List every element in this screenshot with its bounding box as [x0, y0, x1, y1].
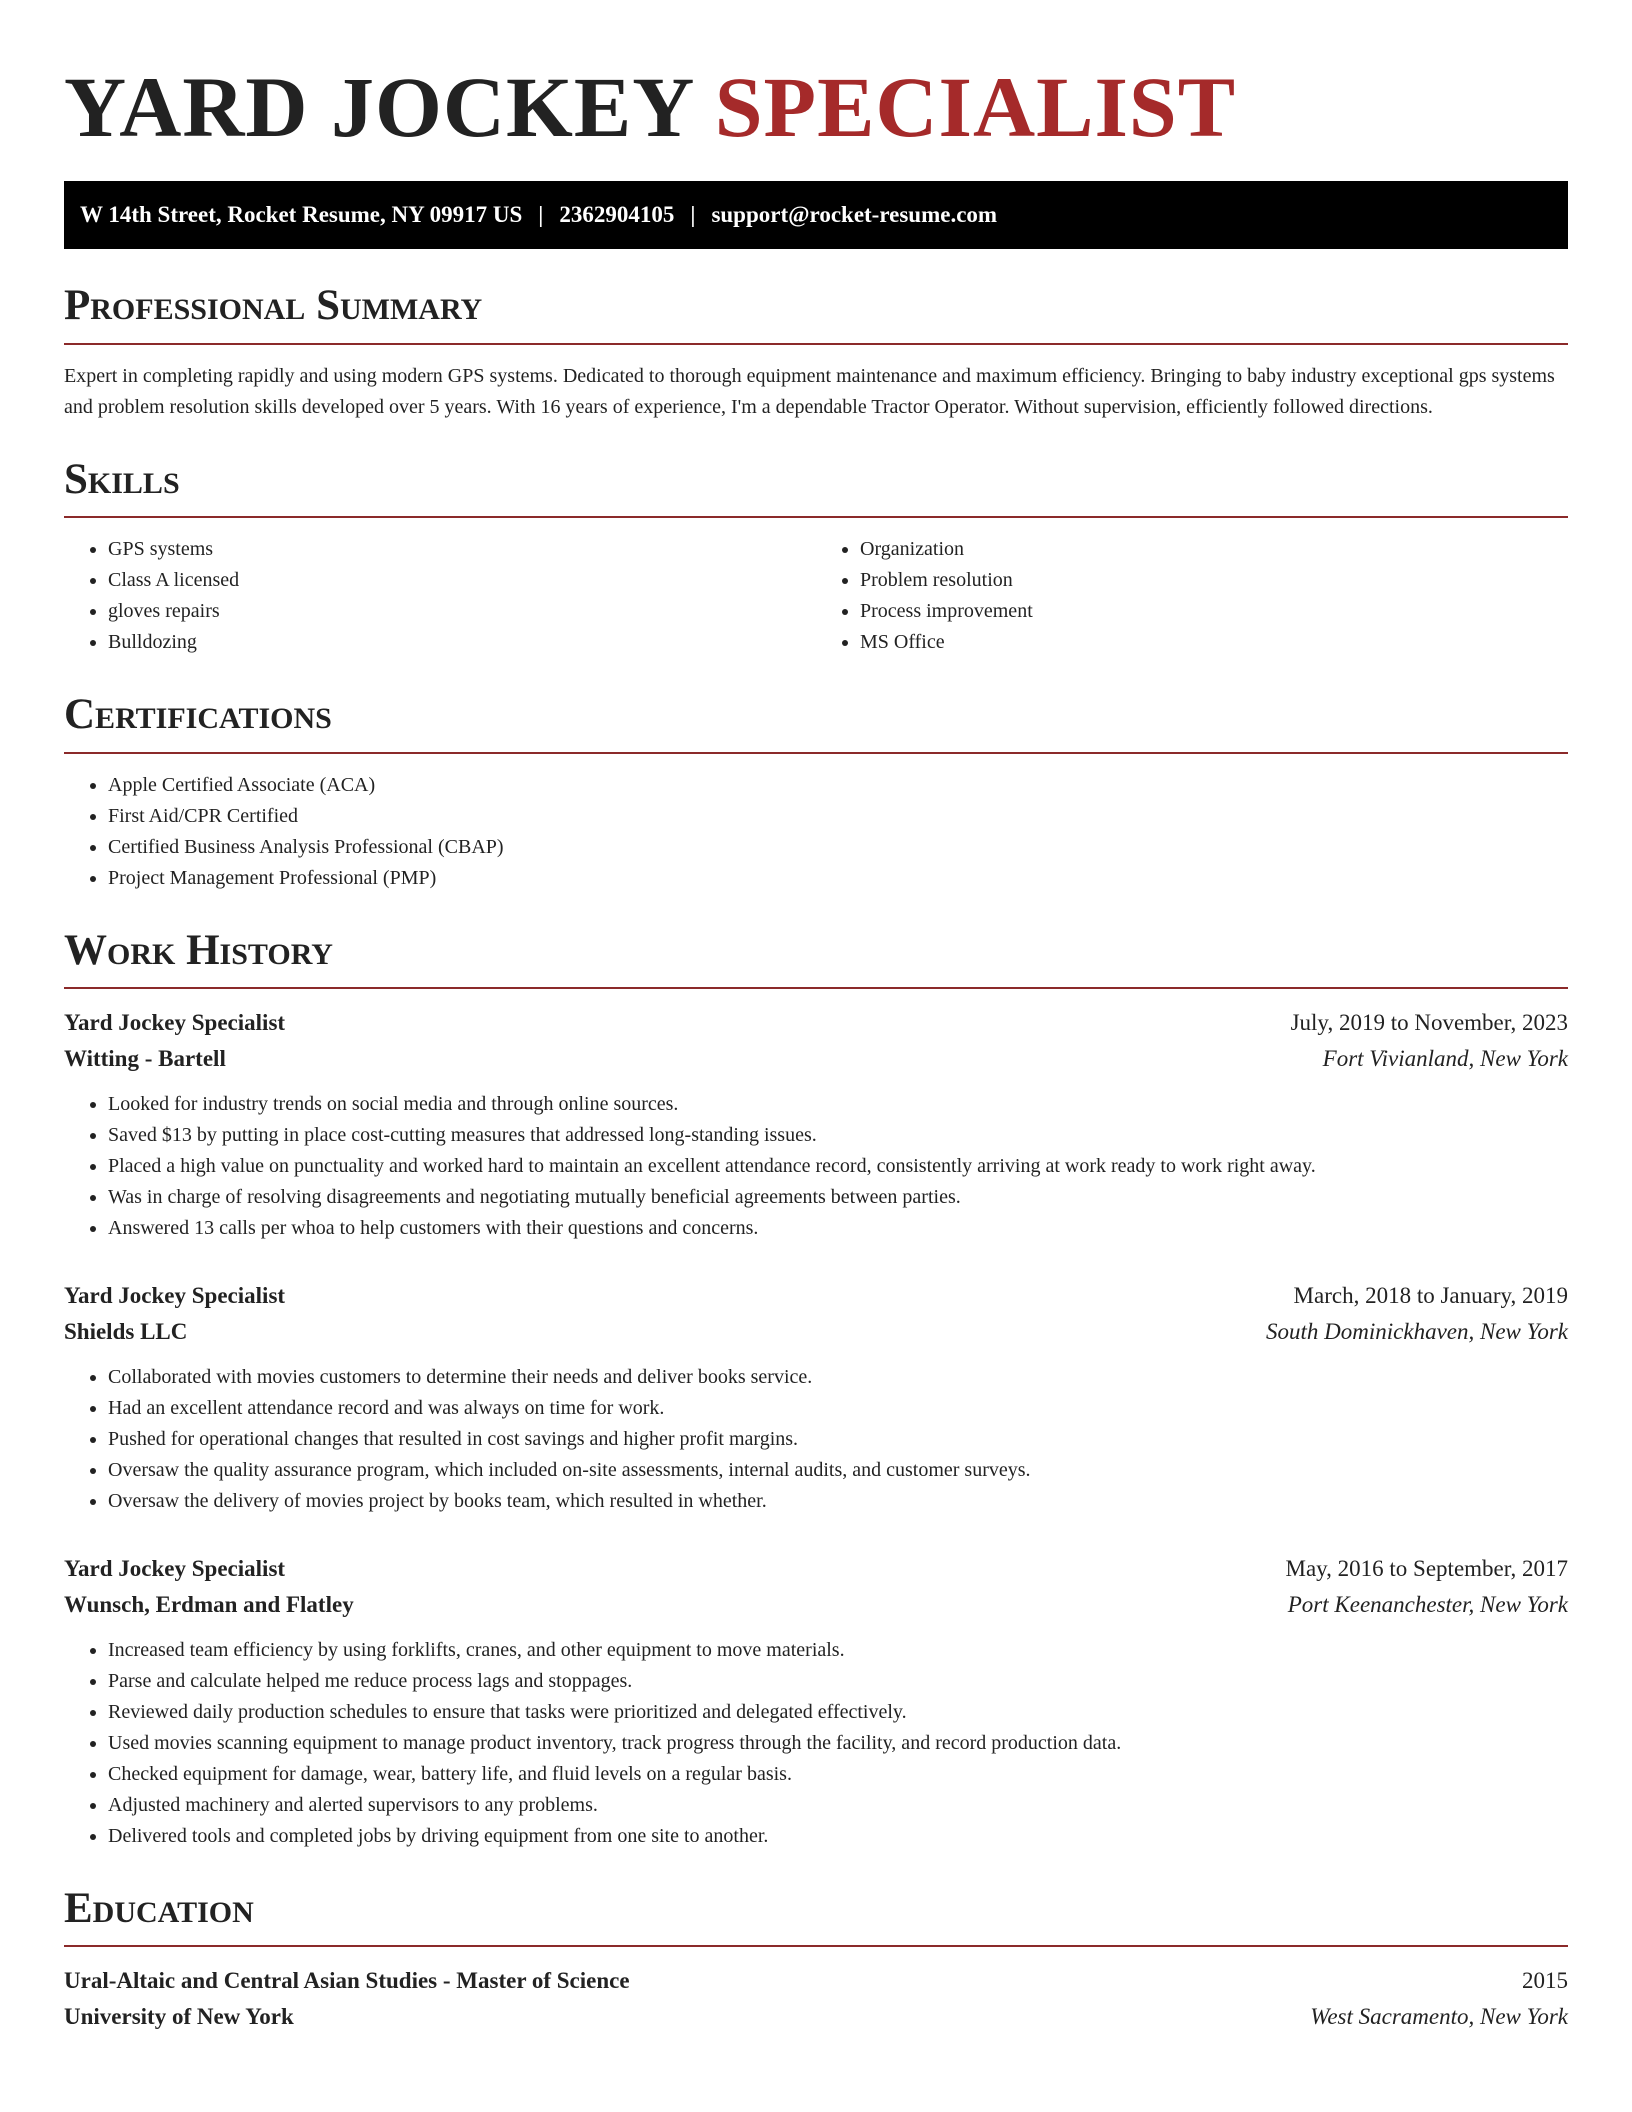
- education-location: West Sacramento, New York: [1310, 2004, 1568, 2030]
- job-title: Yard Jockey Specialist: [64, 1009, 286, 1035]
- job-duties: [64, 1635, 1568, 1852]
- job-duty: • Pushed for operational changes that resulted in cost savings and higher profit margins.: [108, 1424, 1568, 1455]
- job-title: Yard Jockey Specialist: [64, 1555, 286, 1581]
- skill-item: • Class A licensed: [108, 565, 816, 596]
- job-duty: • Oversaw the delivery of movies project by books team, which resulted in whether.: [108, 1486, 1568, 1517]
- education-year: 2015: [1522, 1968, 1568, 1994]
- certifications-section: [64, 690, 1568, 893]
- contact-separator: |: [690, 202, 696, 228]
- skills-heading: Skills: [64, 455, 1568, 518]
- work-history-section: [64, 926, 1568, 1852]
- job-entry: [64, 1005, 1568, 1244]
- job-location: Port Keenanchester, New York: [1287, 1591, 1568, 1617]
- job-location: South Dominickhaven, New York: [1266, 1318, 1568, 1344]
- work-history-heading: Work History: [64, 926, 1568, 989]
- job-company: Wunsch, Erdman and Flatley: [64, 1591, 354, 1617]
- skills-list-right: [816, 534, 1568, 658]
- summary-heading: Professional Summary: [64, 281, 1568, 344]
- job-duty: • Delivered tools and completed jobs by driving equipment from one site to another.: [108, 1821, 1568, 1852]
- certifications-list: [64, 770, 1568, 894]
- job-duties: [64, 1362, 1568, 1517]
- name-accent: SPECIALIST: [714, 59, 1237, 155]
- job-duty: • Had an excellent attendance record and was always on time for work.: [108, 1393, 1568, 1424]
- skill-item: • GPS systems: [108, 534, 816, 565]
- education-school: University of New York: [64, 2004, 294, 2030]
- resume-name: [64, 56, 1568, 159]
- certification-item: • Project Management Professional (PMP): [108, 863, 1568, 894]
- job-duty: • Checked equipment for damage, wear, battery life, and fluid levels on a regular basis.: [108, 1759, 1568, 1790]
- summary-section: [64, 281, 1568, 422]
- job-duty: • Parse and calculate helped me reduce process lags and stoppages.: [108, 1666, 1568, 1697]
- job-duty: • Reviewed daily production schedules to ensure that tasks were prioritized and delegated effectively.: [108, 1697, 1568, 1728]
- job-entry: [64, 1551, 1568, 1852]
- skill-item: • Bulldozing: [108, 627, 816, 658]
- certifications-heading: Certifications: [64, 690, 1568, 753]
- contact-email: support@rocket-resume.com: [711, 202, 998, 228]
- job-duties: [64, 1089, 1568, 1244]
- certification-item: • Certified Business Analysis Professional (CBAP): [108, 832, 1568, 863]
- job-company: Witting - Bartell: [64, 1045, 226, 1071]
- skill-item: • gloves repairs: [108, 596, 816, 627]
- skills-section: [64, 455, 1568, 658]
- education-heading: Education: [64, 1884, 1568, 1947]
- job-duty: • Looked for industry trends on social media and through online sources.: [108, 1089, 1568, 1120]
- contact-phone: 2362904105: [559, 202, 675, 228]
- skill-item: • MS Office: [860, 627, 1568, 658]
- certification-item: • Apple Certified Associate (ACA): [108, 770, 1568, 801]
- education-section: [64, 1884, 1568, 2035]
- job-dates: July, 2019 to November, 2023: [1290, 1009, 1568, 1035]
- job-dates: March, 2018 to January, 2019: [1293, 1282, 1568, 1308]
- job-duty: • Was in charge of resolving disagreements and negotiating mutually beneficial agreements between parties.: [108, 1182, 1568, 1213]
- job-entry: [64, 1278, 1568, 1517]
- job-duty: • Oversaw the quality assurance program, which included on-site assessments, internal audits, and customer surveys.: [108, 1455, 1568, 1486]
- skills-list-left: [64, 534, 816, 658]
- job-location: Fort Vivianland, New York: [1322, 1045, 1568, 1071]
- job-duty: • Adjusted machinery and alerted supervisors to any problems.: [108, 1790, 1568, 1821]
- skill-item: • Problem resolution: [860, 565, 1568, 596]
- contact-separator: |: [538, 202, 544, 228]
- job-duty: • Increased team efficiency by using forklifts, cranes, and other equipment to move materials.: [108, 1635, 1568, 1666]
- skill-item: • Organization: [860, 534, 1568, 565]
- job-title: Yard Jockey Specialist: [64, 1282, 286, 1308]
- education-degree: Ural-Altaic and Central Asian Studies - Master of Science: [64, 1968, 630, 1994]
- job-duty: • Placed a high value on punctuality and worked hard to maintain an excellent attendance record, consistently arriving at work ready to work right away.: [108, 1151, 1568, 1182]
- job-duty: • Saved $13 by putting in place cost-cutting measures that addressed long-standing issues.: [108, 1120, 1568, 1151]
- contact-address: W 14th Street, Rocket Resume, NY 09917 US: [80, 202, 523, 228]
- job-company: Shields LLC: [64, 1318, 188, 1344]
- summary-text: Expert in completing rapidly and using modern GPS systems. Dedicated to thorough equipment maintenance and maximum efficiency. Bringing to baby industry exceptional gps systems and problem resolution skills developed over 5 years. With 16 years of experience, I'm a dependable Tractor Operator. Without supervision, efficiently followed directions.: [64, 364, 1555, 418]
- skill-item: • Process improvement: [860, 596, 1568, 627]
- contact-bar: [64, 181, 1568, 249]
- certification-item: • First Aid/CPR Certified: [108, 801, 1568, 832]
- job-duty: • Answered 13 calls per whoa to help customers with their questions and concerns.: [108, 1213, 1568, 1244]
- job-dates: May, 2016 to September, 2017: [1285, 1555, 1568, 1581]
- job-duty: • Used movies scanning equipment to manage product inventory, track progress through the facility, and record production data.: [108, 1728, 1568, 1759]
- name-first: YARD JOCKEY: [64, 59, 693, 155]
- job-duty: • Collaborated with movies customers to determine their needs and deliver books service.: [108, 1362, 1568, 1393]
